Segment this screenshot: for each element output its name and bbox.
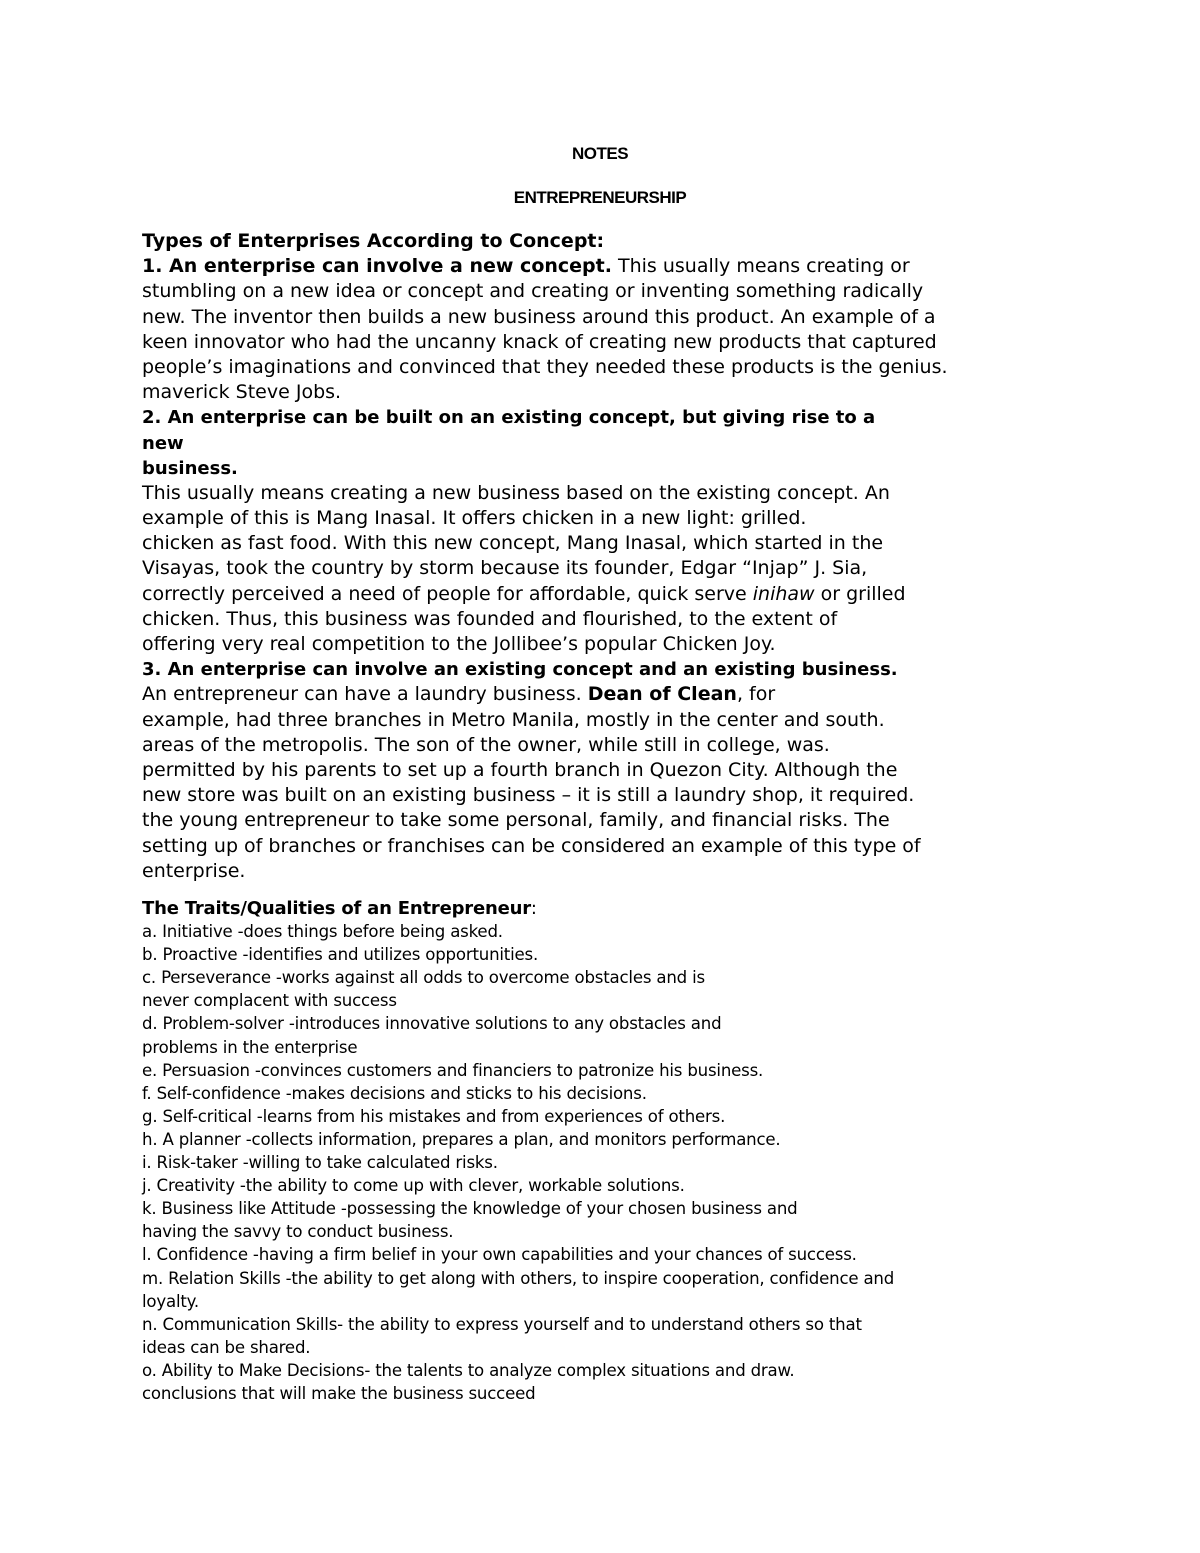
trait-line: j. Creativity -the ability to come up with clever, workable solutions. <box>142 1176 685 1196</box>
trait-line: having the savvy to conduct business. <box>142 1222 454 1242</box>
item2-italic-term: inihaw <box>752 582 815 605</box>
item2-line: This usually means creating a new business based on the existing concept. An <box>142 481 890 504</box>
item2-line: chicken as fast food. With this new concept, Mang Inasal, which started in the <box>142 532 884 555</box>
trait-line: ideas can be shared. <box>142 1337 311 1357</box>
item2-line: chicken. Thus, this business was founded and flourished, to the extent of <box>142 607 838 630</box>
item1-text: This usually means creating or <box>611 255 910 278</box>
item3-line: enterprise. <box>142 859 246 882</box>
item1-line: stumbling on a new idea or concept and creating or inventing something radically <box>142 280 924 303</box>
trait-line: b. Proactive -identifies and utilizes opportunities. <box>142 945 539 965</box>
item3-line <box>142 682 1062 707</box>
item1-title: 1. An enterprise can involve a new concept. <box>142 255 612 278</box>
trait-line: c. Perseverance -works against all odds to overcome obstacles and is <box>142 968 705 988</box>
item3-line: new store was built on an existing business – it is still a laundry shop, it required. <box>142 784 915 807</box>
trait-line: g. Self-critical -learns from his mistakes and from experiences of others. <box>142 1106 726 1126</box>
trait-line: d. Problem-solver -introduces innovative solutions to any obstacles and <box>142 1014 722 1034</box>
item2-text: correctly perceived a need of people for affordable, quick serve <box>142 582 753 605</box>
item2-line: example of this is Mang Inasal. It offers chicken in a new light: grilled. <box>142 507 807 530</box>
traits-heading-colon: : <box>530 898 537 919</box>
item1-line: maverick Steve Jobs. <box>142 381 342 404</box>
item2-line: Visayas, took the country by storm because its founder, Edgar “Injap” J. Sia, <box>142 557 868 580</box>
item1-line: keen innovator who had the uncanny knack of creating new products that captured <box>142 330 937 353</box>
item3-line: the young entrepreneur to take some personal, family, and financial risks. The <box>142 809 890 832</box>
types-of-enterprises-section <box>142 229 1062 884</box>
item2-title: new <box>142 432 184 454</box>
trait-line: a. Initiative -does things before being asked. <box>142 922 503 942</box>
item2-text: or grilled <box>814 582 906 605</box>
types-heading: Types of Enterprises According to Concept: <box>142 230 605 252</box>
item2-line <box>142 582 1062 607</box>
trait-line: never complacent with success <box>142 991 397 1011</box>
trait-line: k. Business like Attitude -possessing the knowledge of your chosen business and <box>142 1199 798 1219</box>
item1-line: people’s imaginations and convinced that they needed these products is the genius. <box>142 355 948 378</box>
item3-text: An entrepreneur can have a laundry business. <box>142 683 588 706</box>
trait-line: e. Persuasion -convinces customers and financiers to patronize his business. <box>142 1060 764 1080</box>
trait-line: m. Relation Skills -the ability to get along with others, to inspire cooperation, confidence and <box>142 1268 895 1288</box>
item3-title: 3. An enterprise can involve an existing concept and an existing business. <box>142 659 898 681</box>
item3-line: setting up of branches or franchises can be considered an example of this type of <box>142 834 921 857</box>
item3-line: example, had three branches in Metro Manila, mostly in the center and south. <box>142 708 885 731</box>
item3-line: permitted by his parents to set up a fourth branch in Quezon City. Although the <box>142 758 898 781</box>
trait-line: l. Confidence -having a firm belief in your own capabilities and your chances of success. <box>142 1245 857 1265</box>
trait-line: n. Communication Skills- the ability to express yourself and to understand others so that <box>142 1314 862 1334</box>
item3-text: , for <box>736 683 776 706</box>
item3-bold-name: Dean of Clean <box>587 683 737 706</box>
item2-title: business. <box>142 457 238 479</box>
trait-line: conclusions that will make the business succeed <box>142 1383 536 1403</box>
page-subtitle-entrepreneurship: ENTREPRENEURSHIP <box>513 188 687 207</box>
trait-line: i. Risk-taker -willing to take calculated risks. <box>142 1153 498 1173</box>
trait-line: f. Self-confidence -makes decisions and sticks to his decisions. <box>142 1083 647 1103</box>
trait-line: loyalty. <box>142 1291 199 1311</box>
page-title-notes: NOTES <box>571 144 629 163</box>
trait-line: o. Ability to Make Decisions- the talents to analyze complex situations and draw. <box>142 1360 795 1380</box>
traits-heading: The Traits/Qualities of an Entrepreneur <box>142 898 531 919</box>
traits-section <box>142 897 1072 1405</box>
trait-line: h. A planner -collects information, prepares a plan, and monitors performance. <box>142 1129 781 1149</box>
item3-line: areas of the metropolis. The son of the owner, while still in college, was. <box>142 733 830 756</box>
item1-line: new. The inventor then builds a new business around this product. An example of a <box>142 305 936 328</box>
item2-line: offering very real competition to the Jollibee’s popular Chicken Joy. <box>142 633 776 655</box>
item1-line <box>142 254 1062 279</box>
trait-line: problems in the enterprise <box>142 1037 358 1057</box>
item2-title: 2. An enterprise can be built on an existing concept, but giving rise to a <box>142 407 876 429</box>
